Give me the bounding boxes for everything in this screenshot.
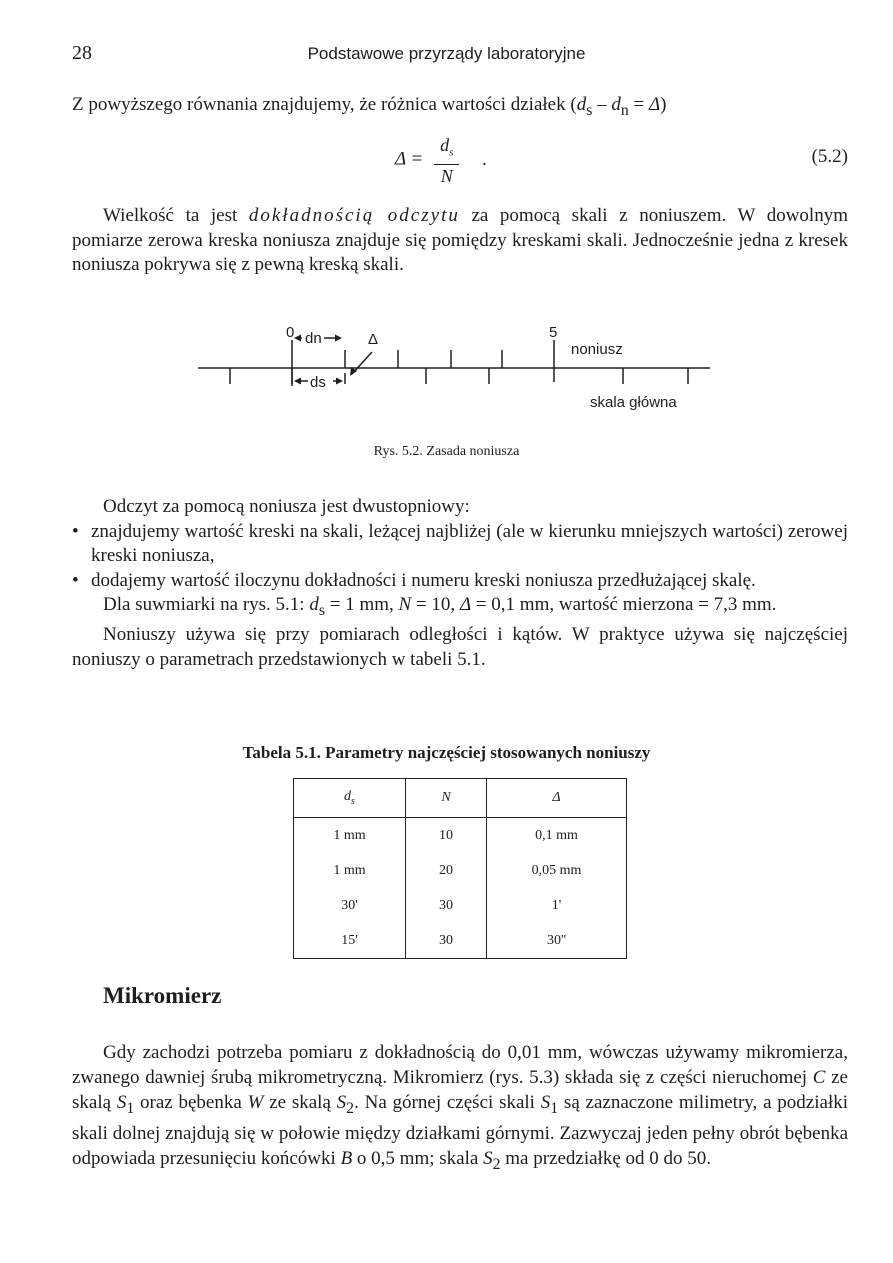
paragraph-accuracy: Wielkość ta jest dokładnością odczytu za pomocą skali z noniuszem. W dowolnym pomiarze zerowa kreska noniusza znajduje się pomiędzy kreskami skali. Jednocześnie jedna z kresek noniusza pokrywa się z pewną kreską skali. xyxy=(72,205,848,275)
vernier-usage: Noniuszy używa się przy pomiarach odległości i kątów. W praktyce używa się najczęściej noniuszy o parametrach przedstawionych w tabeli 5.1. xyxy=(72,624,848,670)
intro-line: Z powyższego równania znajdujemy, że różnica wartości działek $(d_s - d_n = \Delta)$ xyxy=(72,94,667,119)
cell-n: 10 xyxy=(406,818,487,854)
header-delta: Δ xyxy=(487,779,627,818)
vernier-label-zero: 0 xyxy=(286,324,295,341)
table-row xyxy=(294,888,627,923)
table-row xyxy=(294,853,627,888)
cell-delta: 0,05 mm xyxy=(487,853,627,888)
ds-arrow-right xyxy=(336,378,343,385)
cell-n: 30 xyxy=(406,923,487,959)
table-header-row xyxy=(294,779,627,818)
page-number: 28 xyxy=(72,42,92,64)
table-row xyxy=(294,923,627,959)
cell-n: 20 xyxy=(406,853,487,888)
section-heading: Mikromierz xyxy=(103,983,222,1008)
reading-procedure xyxy=(72,495,848,672)
figure-caption: Rys. 5.2. Zasada noniusza xyxy=(373,444,520,459)
bullet-item: • znajdujemy wartość kreski na skali, leżącej najbliżej (ale w kierunku mniejszych wartości) zerowej kreski noniusza, xyxy=(72,520,848,569)
running-title: Podstawowe przyrządy laboratoryjne xyxy=(307,44,586,63)
caliper-example: Dla suwmiarki na rys. 5.1: $d_s = 1$ mm, N = 10, Δ = 0,1 mm, wartość mierzona = 7,3 mm. xyxy=(103,594,777,619)
vernier-figure xyxy=(190,318,720,418)
vernier-name-label: noniusz xyxy=(571,341,623,358)
bullet-item: • dodajemy wartość iloczynu dokładności i numeru kreski noniusza przedłużającej skalę. xyxy=(72,569,848,594)
cell-ds: 30' xyxy=(294,888,406,923)
header-ds: $d_s$ xyxy=(294,779,406,818)
procedure-intro: Odczyt za pomocą noniusza jest dwustopniowy: xyxy=(103,496,470,517)
dn-arrow-left xyxy=(294,335,301,342)
cell-delta: 30'' xyxy=(487,923,627,959)
vernier-label-five: 5 xyxy=(549,324,558,341)
cell-ds: 15' xyxy=(294,923,406,959)
cell-ds: 1 mm xyxy=(294,818,406,854)
micrometer-paragraph: Gdy zachodzi potrzeba pomiaru z dokładnością do 0,01 mm, wówczas używamy mikromierza, zwanego dawniej śrubą mikrometryczną. Mikromierz (rys. 5.3) składa się z części nieruchomej C ze skalą $S_1$ oraz bębenka W ze skalą $S_2$. Na górnej części skali $S_1$ są zaznaczone milimetry, a podziałki skali dolnej znajdują się w połowie między działkami górnymi. Zazwyczaj jeden pełny obrót bębenka odpowiada przesunięciu końcówki B o 0,5 mm; skala $S_2$ ma przedziałkę od 0 do 50. xyxy=(72,1042,849,1173)
table-row xyxy=(294,818,627,854)
cell-delta: 0,1 mm xyxy=(487,818,627,854)
equation-5-2: Δ = $\frac{d_s}{N}$ . xyxy=(395,135,487,186)
delta-label: Δ xyxy=(368,331,379,348)
header-n: N xyxy=(406,779,487,818)
dn-arrow-right xyxy=(335,335,342,342)
cell-n: 30 xyxy=(406,888,487,923)
cell-ds: 1 mm xyxy=(294,853,406,888)
ds-label: ds xyxy=(310,374,326,391)
equation-fraction: $\frac{d_s}{N}$ xyxy=(434,134,459,187)
cell-delta: 1' xyxy=(487,888,627,923)
table-title: Tabela 5.1. Parametry najczęściej stosowanych noniuszy xyxy=(242,743,651,762)
equation-number: (5.2) xyxy=(811,146,848,167)
main-scale-name-label: skala główna xyxy=(590,394,677,411)
vernier-parameters-table xyxy=(293,778,627,959)
ds-arrow-left xyxy=(294,378,301,385)
dn-label: dn xyxy=(305,330,322,347)
